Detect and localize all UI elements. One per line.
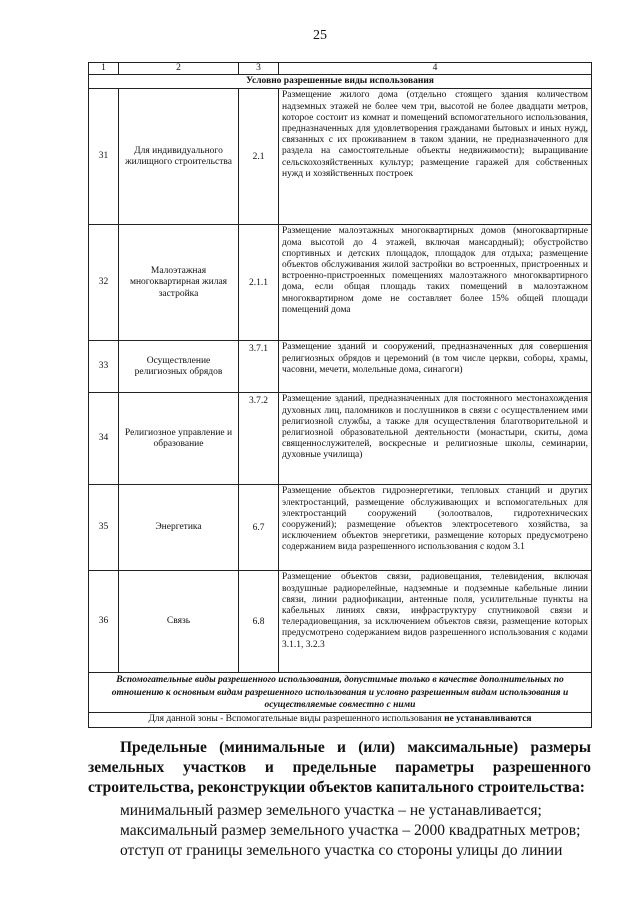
use-code: 6.8 [239,571,279,673]
use-name: Для индивидуального жилищного строительства [119,89,239,225]
aux-uses-note [89,713,592,727]
use-name: Религиозное управление и образование [119,393,239,485]
use-description: Размещение зданий и сооружений, предназначенных для совершения религиозных обрядов и церемоний (в том числе церкви, соборы, храмы, часовни, мечети, молельные дома, синагоги) [279,341,592,393]
use-description: Размещение объектов связи, радиовещания, телевидения, включая воздушные радиорелейные, надземные и подземные кабельные линии связи, линии радиофикации, антенные поля, усилительные пункты на кабельных линиях связи, инфраструктуру спутниковой связи и телерадиовещания, за исключением объектов связи, размещение которых предусмотрено содержанием видов разрешенного использования с кодами 3.1.1, 3.2.3 [279,571,592,673]
paragraph: минимальный размер земельного участка – не устанавливается; [120,802,542,819]
use-code: 3.7.1 [239,341,279,393]
aux-uses-title: Вспомогательные виды разрешенного использования, допустимые только в качестве дополнительных по отношению к основным видам разрешенного использования и условно разрешенным видам использования и осуществляемые совместно с ними [89,673,592,713]
table-row [89,225,592,341]
use-code: 6.7 [239,485,279,571]
row-number: 32 [89,225,119,341]
page-number: 25 [313,28,327,43]
column-number: 3 [239,63,279,75]
table-row [89,571,592,673]
use-name: Осуществление религиозных обрядов [119,341,239,393]
column-number: 2 [119,63,239,75]
paragraph: максимальный размер земельного участка – 2000 квадратных метров; [120,822,581,839]
row-number: 33 [89,341,119,393]
section-title: Условно разрешенные виды использования [89,75,592,89]
use-description: Размещение объектов гидроэнергетики, тепловых станций и других электростанций, размещение обслуживающих и вспомогательных для электростанций сооружений (золоотвалов, гидротехнических сооружений); размещение объектов электросетевого хозяйства, за исключением объектов энергетики, размещение которых предусмотрено содержанием вида разрешенного использования с кодом 3.1 [279,485,592,571]
row-number: 31 [89,89,119,225]
column-number: 4 [279,63,592,75]
row-number: 36 [89,571,119,673]
row-number: 34 [89,393,119,485]
table-row [89,485,592,571]
use-name: Энергетика [119,485,239,571]
use-code: 2.1.1 [239,225,279,341]
section-title-row [89,75,592,89]
column-number: 1 [89,63,119,75]
row-number: 35 [89,485,119,571]
use-name: Связь [119,571,239,673]
use-description: Размещение зданий, предназначенных для постоянного местонахождения духовных лиц, паломников и послушников в связи с осуществлением ими религиозной службы, а также для осуществления благотворительной и религиозной образовательной деятельности (монастыри, скиты, дома священнослужителей, воскресные и религиозные школы, семинарии, духовные училища) [279,393,592,485]
aux-note-bold: не устанавливаются [444,714,532,725]
aux-title-row [89,673,592,713]
parameters-heading: Предельные (минимальные и (или) максимальные) размеры земельных участков и предельные параметры разрешенного строительства, реконструкции объектов капитального строительства: [88,739,591,797]
table-row [89,89,592,225]
table-row [89,393,592,485]
use-description: Размещение малоэтажных многоквартирных домов (многоквартирные дома высотой до 4 этажей, включая мансардный); обустройство спортивных и детских площадок, площадок для отдыха; размещение объектов обслуживания жилой застройки во встроенных, пристроенных и встроенно-пристроенных помещениях малоэтажного многоквартирного дома, если общая площадь таких помещений в малоэтажном многоквартирном доме не составляет более 15% общей площади помещений дома [279,225,592,341]
paragraph: отступ от границы земельного участка со стороны улицы до линии [120,842,563,859]
aux-note-row [89,713,592,727]
column-number-row [89,63,592,75]
use-name: Малоэтажная многоквартирная жилая застройка [119,225,239,341]
table-row [89,341,592,393]
use-code: 2.1 [239,89,279,225]
aux-note-prefix: Для данной зоны - Вспомогательные виды разрешенного использования [148,714,445,725]
use-description: Размещение жилого дома (отдельно стоящего здания количеством надземных этажей не более чем три, высотой не более двадцати метров, которое состоит из комнат и помещений вспомогательного использования, предназначенных для удовлетворения гражданами бытовых и иных нужд, связанных с их проживанием в таком здании, не предназначенного для раздела на самостоятельные объекты недвижимости); выращивание сельскохозяйственных культур; размещение гаражей для собственных нужд и хозяйственных построек [279,89,592,225]
use-code: 3.7.2 [239,393,279,485]
land-use-table [88,62,592,728]
